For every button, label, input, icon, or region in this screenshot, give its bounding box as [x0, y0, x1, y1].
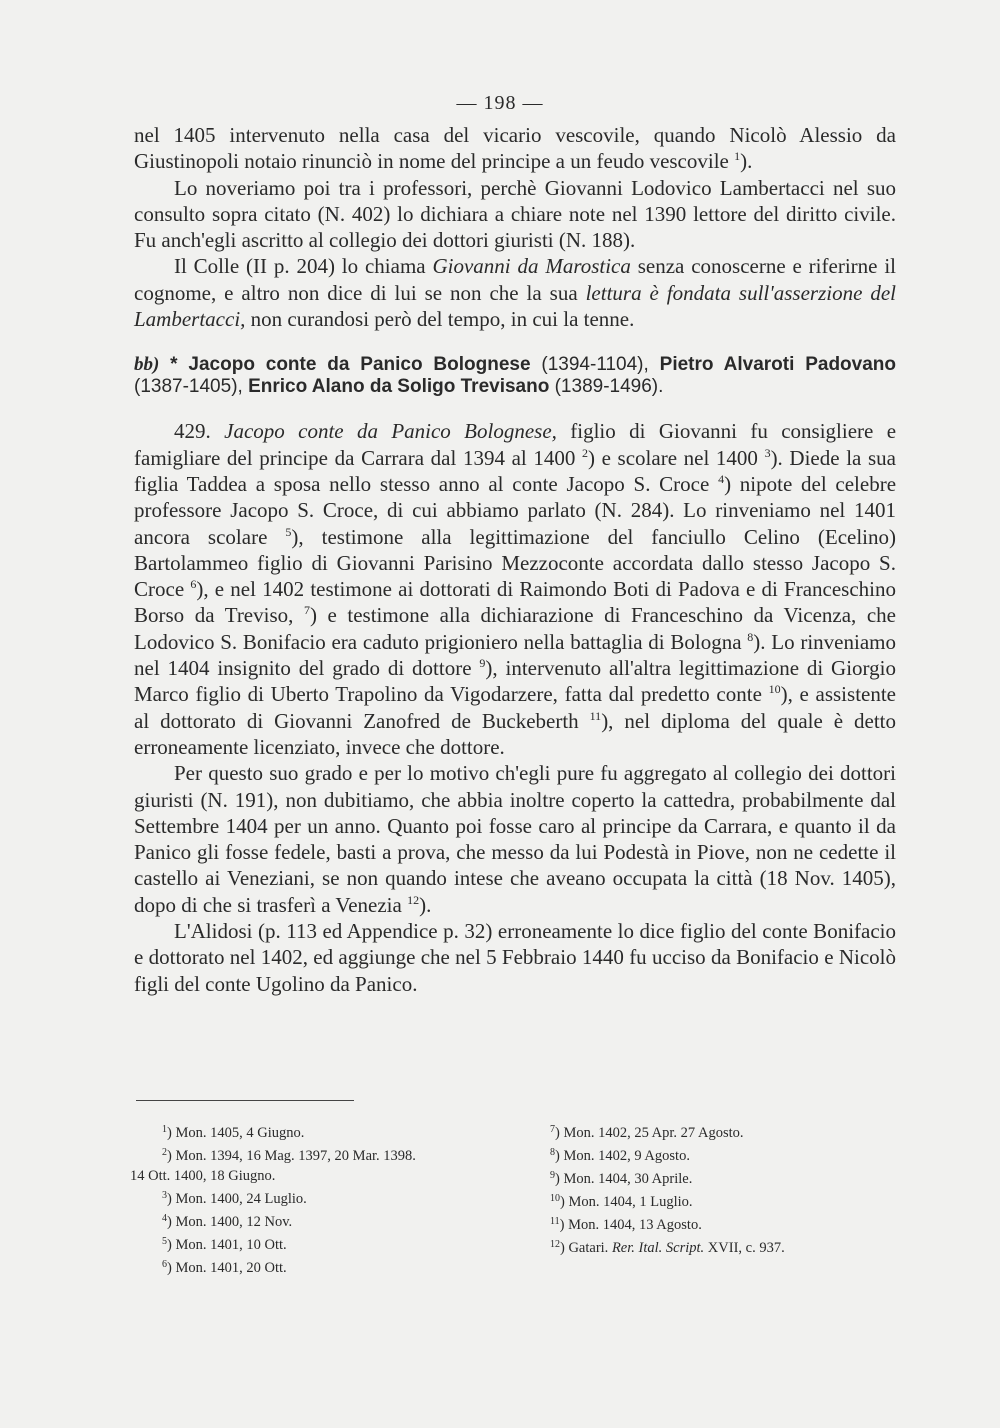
footnote-number: 3: [162, 1190, 167, 1201]
main-p2-a: Per questo suo grado e per lo motivo ch'egli pure fu aggregato al collegio dei dottori giuristi (N. 191), non dubitiamo, che abbia inoltre coperto la cattedra, probabilmente dal Settembre 1404 per un anno. Quanto poi fosse caro al principe da Carrara, e quanto il da Panico gli fosse fedele, basti a prova, che messo da lui Podestà in Piove, non ne cedette il castello ai Veneziani, se non quando intese che aveano occupata la città (18 Nov. 1405), dopo di che si trasferì a Venezia: [134, 761, 896, 917]
footnote-ref-9: 9: [479, 656, 486, 671]
footnote-text: ) Mon. 1405, 4 Giugno.: [167, 1125, 305, 1141]
main-paragraph-3: L'Alidosi (p. 113 ed Appendice p. 32) erroneamente lo dice figlio del conte Bonifacio e dottorato nel 1402, ed aggiunge che nel 5 Febbraio 1440 fu ucciso da Bonifacio e Nicolò figli del conte Ugolino da Panico.: [134, 919, 896, 996]
main-p1-h: ) e testimone alla dichiarazione di Franceschino da Vicenza, che Lodovico S. Bonifacio era caduto prigioniero nella battaglia di Bologna: [134, 603, 896, 654]
footnote-ref-4: 4: [718, 471, 725, 486]
footnote-text: ) Mon. 1400, 24 Luglio.: [167, 1191, 307, 1207]
footnote-ref-5: 5: [285, 524, 292, 539]
footnote-text: ) Mon. 1402, 9 Agosto.: [555, 1148, 690, 1164]
footnote-text: ) Gatari.: [560, 1240, 612, 1256]
footnote-number: 2: [162, 1147, 167, 1158]
footnote-ref-8: 8: [747, 629, 754, 644]
intro-p3-italic-1: Giovanni da Marostica: [432, 254, 631, 279]
footnote-5: [130, 1232, 510, 1255]
section-star: *: [159, 354, 189, 376]
footnote-11: [550, 1212, 910, 1235]
footnote-ref-10: 10: [768, 682, 781, 697]
body-text: [134, 122, 896, 997]
footnote-number: 11: [550, 1216, 560, 1227]
main-p1-j: ), intervenuto all'altra legittimazione di Giorgio Marco figlio di Uberto Trapolino da Vigodarzere, fatta dal predetto conte: [134, 656, 896, 707]
footnote-italic: Rer. Ital. Script.: [611, 1240, 705, 1256]
footnote-12: [550, 1235, 910, 1258]
main-paragraph-2: [134, 760, 896, 918]
intro-p3-c: non curandosi però del tempo, in cui la tenne.: [245, 307, 635, 332]
footnote-ref-1: 1: [734, 149, 741, 164]
footnote-3: [130, 1186, 510, 1209]
footnote-number: 7: [550, 1124, 555, 1135]
section-dates-3: (1389-1496).: [549, 376, 664, 398]
footnote-text: ) Mon. 1404, 30 Aprile.: [555, 1171, 693, 1187]
footnotes-left-column: [130, 1120, 510, 1278]
footnote-number: 8: [550, 1147, 555, 1158]
section-name-2: Pietro Alvaroti Padovano: [659, 354, 896, 376]
intro-p3-italic-2: lettura è fondata sull'asserzione del Lambertacci,: [134, 280, 896, 332]
footnotes-right-column: [550, 1120, 910, 1258]
main-p1-i: ). Lo rinveniamo nel 1404 insignito del grado di dottore: [134, 629, 896, 681]
footnote-ref-2: 2: [581, 445, 588, 460]
footnote-8: [550, 1143, 910, 1166]
intro-p3-a: Il Colle (II p. 204) lo chiama: [174, 254, 433, 279]
footnote-ref-3: 3: [764, 445, 771, 460]
footnote-6: [130, 1255, 510, 1278]
footnote-9: [550, 1166, 910, 1189]
section-tag: bb): [134, 354, 160, 376]
footnote-text: XVII, c. 937.: [704, 1240, 785, 1256]
footnote-text: ) Mon. 1401, 10 Ott.: [167, 1237, 287, 1253]
footnote-text: ) Mon. 1401, 20 Ott.: [167, 1260, 287, 1276]
footnote-number: 6: [162, 1259, 167, 1270]
section-dates-1: (1394-1104),: [530, 354, 660, 376]
footnote-2-continued: [130, 1166, 510, 1186]
main-p2-b: ).: [419, 892, 432, 917]
footnote-text: ) Mon. 1402, 25 Apr. 27 Agosto.: [555, 1125, 744, 1141]
footnote-number: 4: [162, 1213, 167, 1224]
footnote-text: ) Mon. 1394, 16 Mag. 1397, 20 Mar. 1398.: [167, 1148, 416, 1164]
footnote-ref-6: 6: [190, 577, 197, 592]
section-name-1: Jacopo conte da Panico Bolognese: [188, 354, 531, 376]
footnote-number: 9: [550, 1170, 555, 1181]
footnote-ref-7: 7: [303, 603, 310, 618]
footnote-1: [130, 1120, 510, 1143]
intro-paragraph-1: [134, 122, 896, 175]
intro-p1-text: nel 1405 intervenuto nella casa del vicario vescovile, quando Nicolò Alessio da Giustinopoli notaio rinunciò in nome del principe a un feudo vescovile: [134, 123, 896, 174]
footnote-text: ) Mon. 1404, 1 Luglio.: [560, 1194, 693, 1210]
footnote-number: 5: [162, 1236, 167, 1247]
footnote-number: 1: [162, 1124, 167, 1135]
footnote-number: 12: [550, 1239, 560, 1250]
footnote-text: ) Mon. 1404, 13 Agosto.: [559, 1217, 702, 1233]
section-name-3: Enrico Alano da Soligo Trevisano: [248, 376, 550, 398]
section-heading: [134, 354, 896, 398]
main-p1-c: ) e scolare nel 1400: [587, 445, 765, 470]
entry-name-italic: Jacopo conte da Panico Bolognese,: [224, 419, 557, 444]
main-p1-k: ), e assistente al dottorato di Giovanni Zanofred de Buckeberth: [134, 682, 897, 733]
main-p1-g: ), e nel 1402 testimone ai dottorati di Raimondo Boti di Padova e di Franceschino Borso da Treviso,: [134, 577, 896, 628]
intro-p1-close: ).: [740, 149, 753, 174]
main-paragraph-1: [134, 418, 896, 760]
intro-paragraph-2: Lo noveriamo poi tra i professori, perchè Giovanni Lodovico Lambertacci nel suo consulto sopra citato (N. 402) lo dichiara a chiare note nel 1390 lettore del diritto civile. Fu anch'egli ascritto al collegio dei dottori giuristi (N. 188).: [134, 175, 896, 253]
page-number: — 198 —: [456, 92, 544, 114]
footnote-rule: [136, 1100, 354, 1101]
footnote-ref-12: 12: [407, 892, 420, 907]
footnote-7: [550, 1120, 910, 1143]
footnote-ref-11: 11: [589, 708, 602, 723]
footnote-number: 10: [550, 1193, 560, 1204]
main-p1-f: ), testimone alla legittimazione del fanciullo Celino (Ecelino) Bartolammeo figlio di Giovanni Parisino Mezzoconte accordata dallo stesso Jacopo S. Croce: [134, 524, 897, 602]
footnote-text: ) Mon. 1400, 12 Nov.: [167, 1214, 293, 1230]
entry-number: 429.: [174, 419, 225, 444]
footnote-4: [130, 1209, 510, 1232]
footnote-text: 14 Ott. 1400, 18 Giugno.: [130, 1168, 276, 1184]
footnote-10: [550, 1189, 910, 1212]
main-p1-e: ) nipote del celebre professore Jacopo S. Croce, di cui abbiamo parlato (N. 284). Lo rinveniamo nel 1401 ancora scolare: [134, 471, 897, 549]
main-p1-b: figlio di Giovanni fu consigliere e famigliare del principe da Carrara dal 1394 al 1400: [134, 419, 897, 470]
section-dates-2: (1387-1405),: [134, 376, 249, 398]
footnote-2: [130, 1143, 510, 1166]
main-p1-l: ), nel diploma del quale è detto erroneamente licenziato, invece che dottore.: [134, 708, 896, 759]
intro-p3-b: senza conoscerne e riferirne il cognome, e altro non dice di lui se non che la sua: [134, 254, 896, 305]
intro-paragraph-3: [134, 253, 896, 332]
main-p1-d: ). Diede la sua figlia Taddea a sposa nello stesso anno al conte Jacopo S. Croce: [134, 445, 896, 496]
